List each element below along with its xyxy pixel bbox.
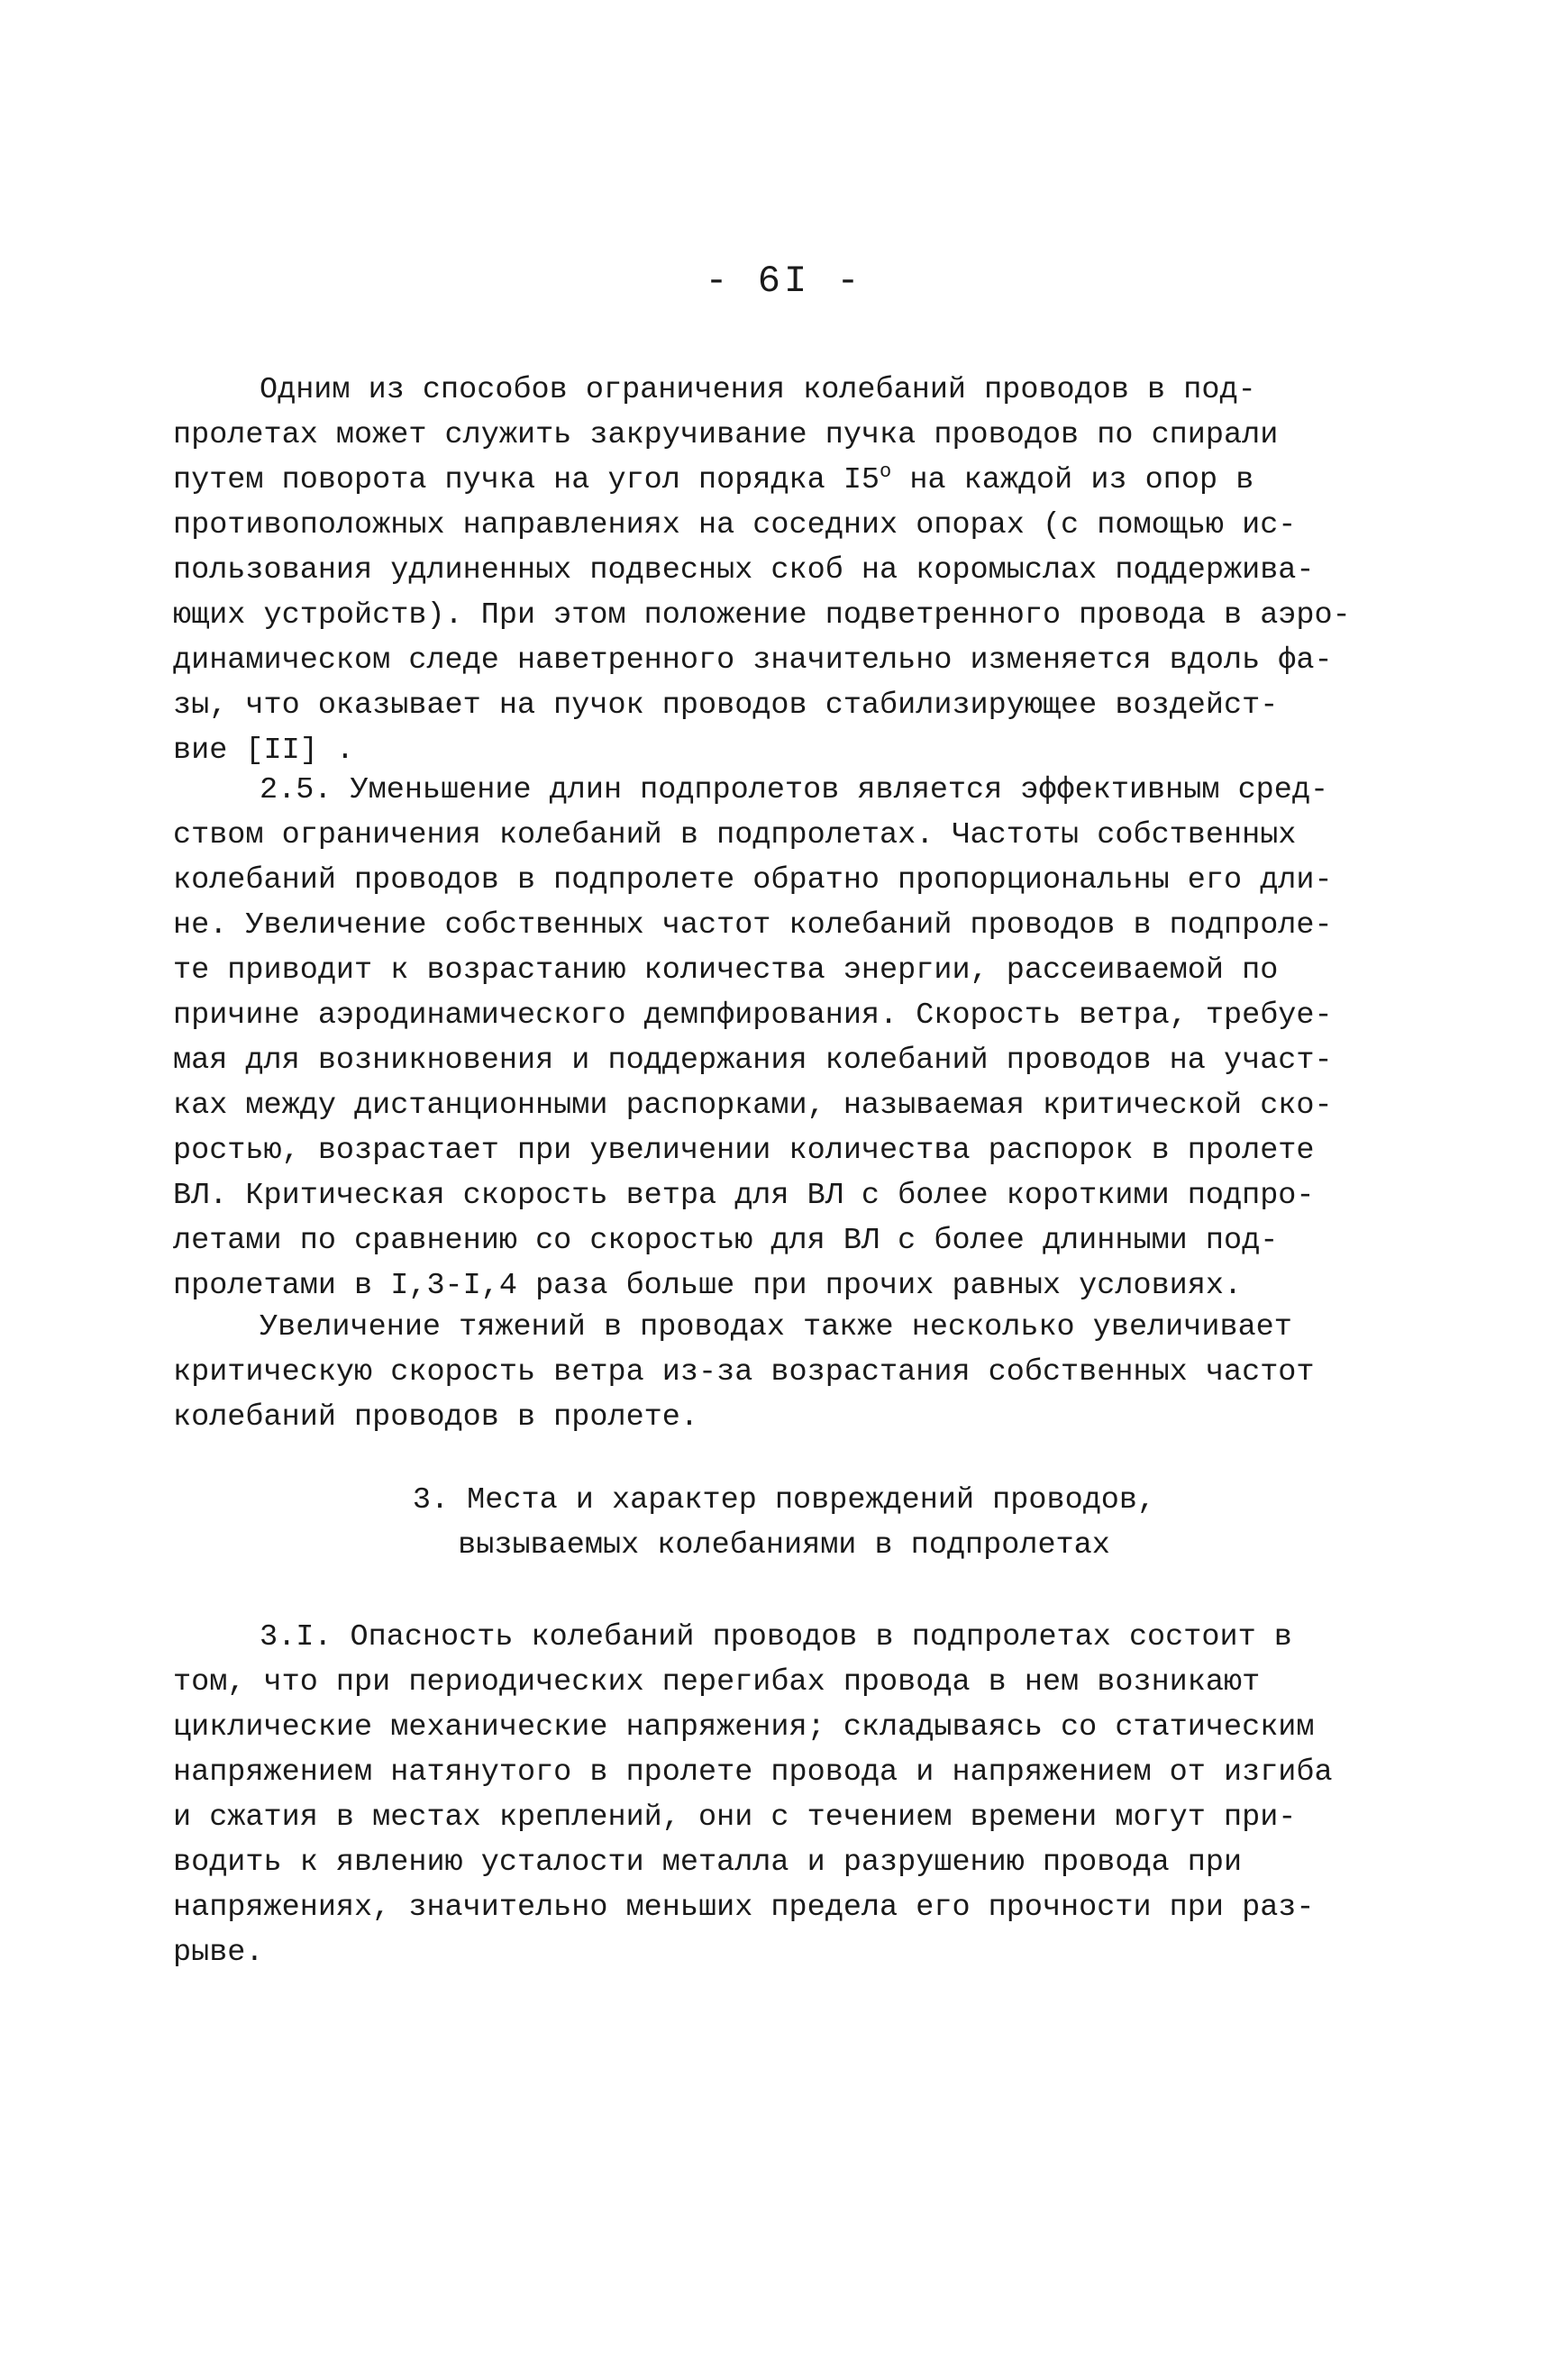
text-line: ростью, возрастает при увеличении количества распорок в пролете	[173, 1134, 1315, 1168]
text-line: пролетами в I,3-I,4 раза больше при прочих равных условиях.	[173, 1269, 1243, 1303]
text-line: том, что при периодических перегибах провода в нем возникают	[173, 1665, 1261, 1700]
text-line: не. Увеличение собственных частот колебаний проводов в подпроле-	[173, 908, 1333, 943]
text-line: Одним из способов ограничения колебаний проводов в под-	[260, 373, 1256, 407]
text-line: напряжением натянутого в пролете провода и напряжением от изгиба	[173, 1755, 1333, 1790]
section-heading	[0, 1478, 1568, 1568]
text-line: рыве.	[173, 1936, 264, 1970]
text-line: динамическом следе наветренного значительно изменяется вдоль фа-	[173, 643, 1333, 678]
heading-line: 3. Места и характер повреждений проводов,	[412, 1483, 1156, 1518]
text-line: мая для возникновения и поддержания колебаний проводов на участ-	[173, 1044, 1333, 1078]
text-line: летами по сравнению со скоростью для ВЛ с более длинными под-	[173, 1224, 1279, 1258]
text-line: колебаний проводов в подпролете обратно пропорциональны его дли-	[173, 863, 1333, 898]
text-line: 3.I. Опасность колебаний проводов в подпролетах состоит в	[260, 1620, 1292, 1654]
heading-line: вызываемых колебаниями в подпролетах	[458, 1528, 1110, 1563]
text-line: противоположных направлениях на соседних опорах (с помощью ис-	[173, 508, 1297, 542]
text-line: ющих устройств). При этом положение подветренного провода в аэро-	[173, 598, 1351, 633]
text-line: вие [II] .	[173, 734, 355, 768]
text-segment: на каждой из опор в	[891, 463, 1254, 497]
page-number: - 6I -	[705, 260, 863, 303]
degree-sign: о	[880, 460, 892, 483]
text-line: те приводит к возрастанию количества энергии, рассеиваемой по	[173, 953, 1279, 988]
text-line	[173, 458, 1336, 503]
text-line: водить к явлению усталости металла и разрушению провода при	[173, 1846, 1243, 1880]
text-line: 2.5. Уменьшение длин подпролетов является эффективным сред-	[260, 773, 1329, 807]
text-line: ством ограничения колебаний в подпролетах. Частоты собственных	[173, 818, 1297, 852]
text-line: ках между дистанционными распорками, называемая критической ско-	[173, 1089, 1333, 1123]
text-line: пролетах может служить закручивание пучка проводов по спирали	[173, 418, 1279, 452]
text-line: зы, что оказывает на пучок проводов стабилизирующее воздейст-	[173, 688, 1279, 723]
text-line: Увеличение тяжений в проводах также несколько увеличивает	[260, 1310, 1292, 1345]
text-line: причине аэродинамического демпфирования. Скорость ветра, требуе-	[173, 998, 1333, 1033]
text-segment: путем поворота пучка на угол порядка I5	[173, 463, 880, 497]
text-line: пользования удлиненных подвесных скоб на коромыслах поддержива-	[173, 553, 1315, 588]
text-line: циклические механические напряжения; складываясь со статическим	[173, 1710, 1315, 1745]
text-line: критическую скорость ветра из-за возрастания собственных частот	[173, 1355, 1315, 1390]
text-line: и сжатия в местах креплений, они с течением времени могут при-	[173, 1800, 1297, 1835]
text-line: напряжениях, значительно меньших предела его прочности при раз-	[173, 1891, 1315, 1925]
paragraph-4	[173, 1615, 1336, 1975]
paragraph-3	[173, 1305, 1336, 1440]
text-line: колебаний проводов в пролете.	[173, 1400, 698, 1435]
text-line: ВЛ. Критическая скорость ветра для ВЛ с более короткими подпро-	[173, 1179, 1315, 1213]
paragraph-1	[173, 368, 1351, 773]
paragraph-2	[173, 768, 1336, 1308]
